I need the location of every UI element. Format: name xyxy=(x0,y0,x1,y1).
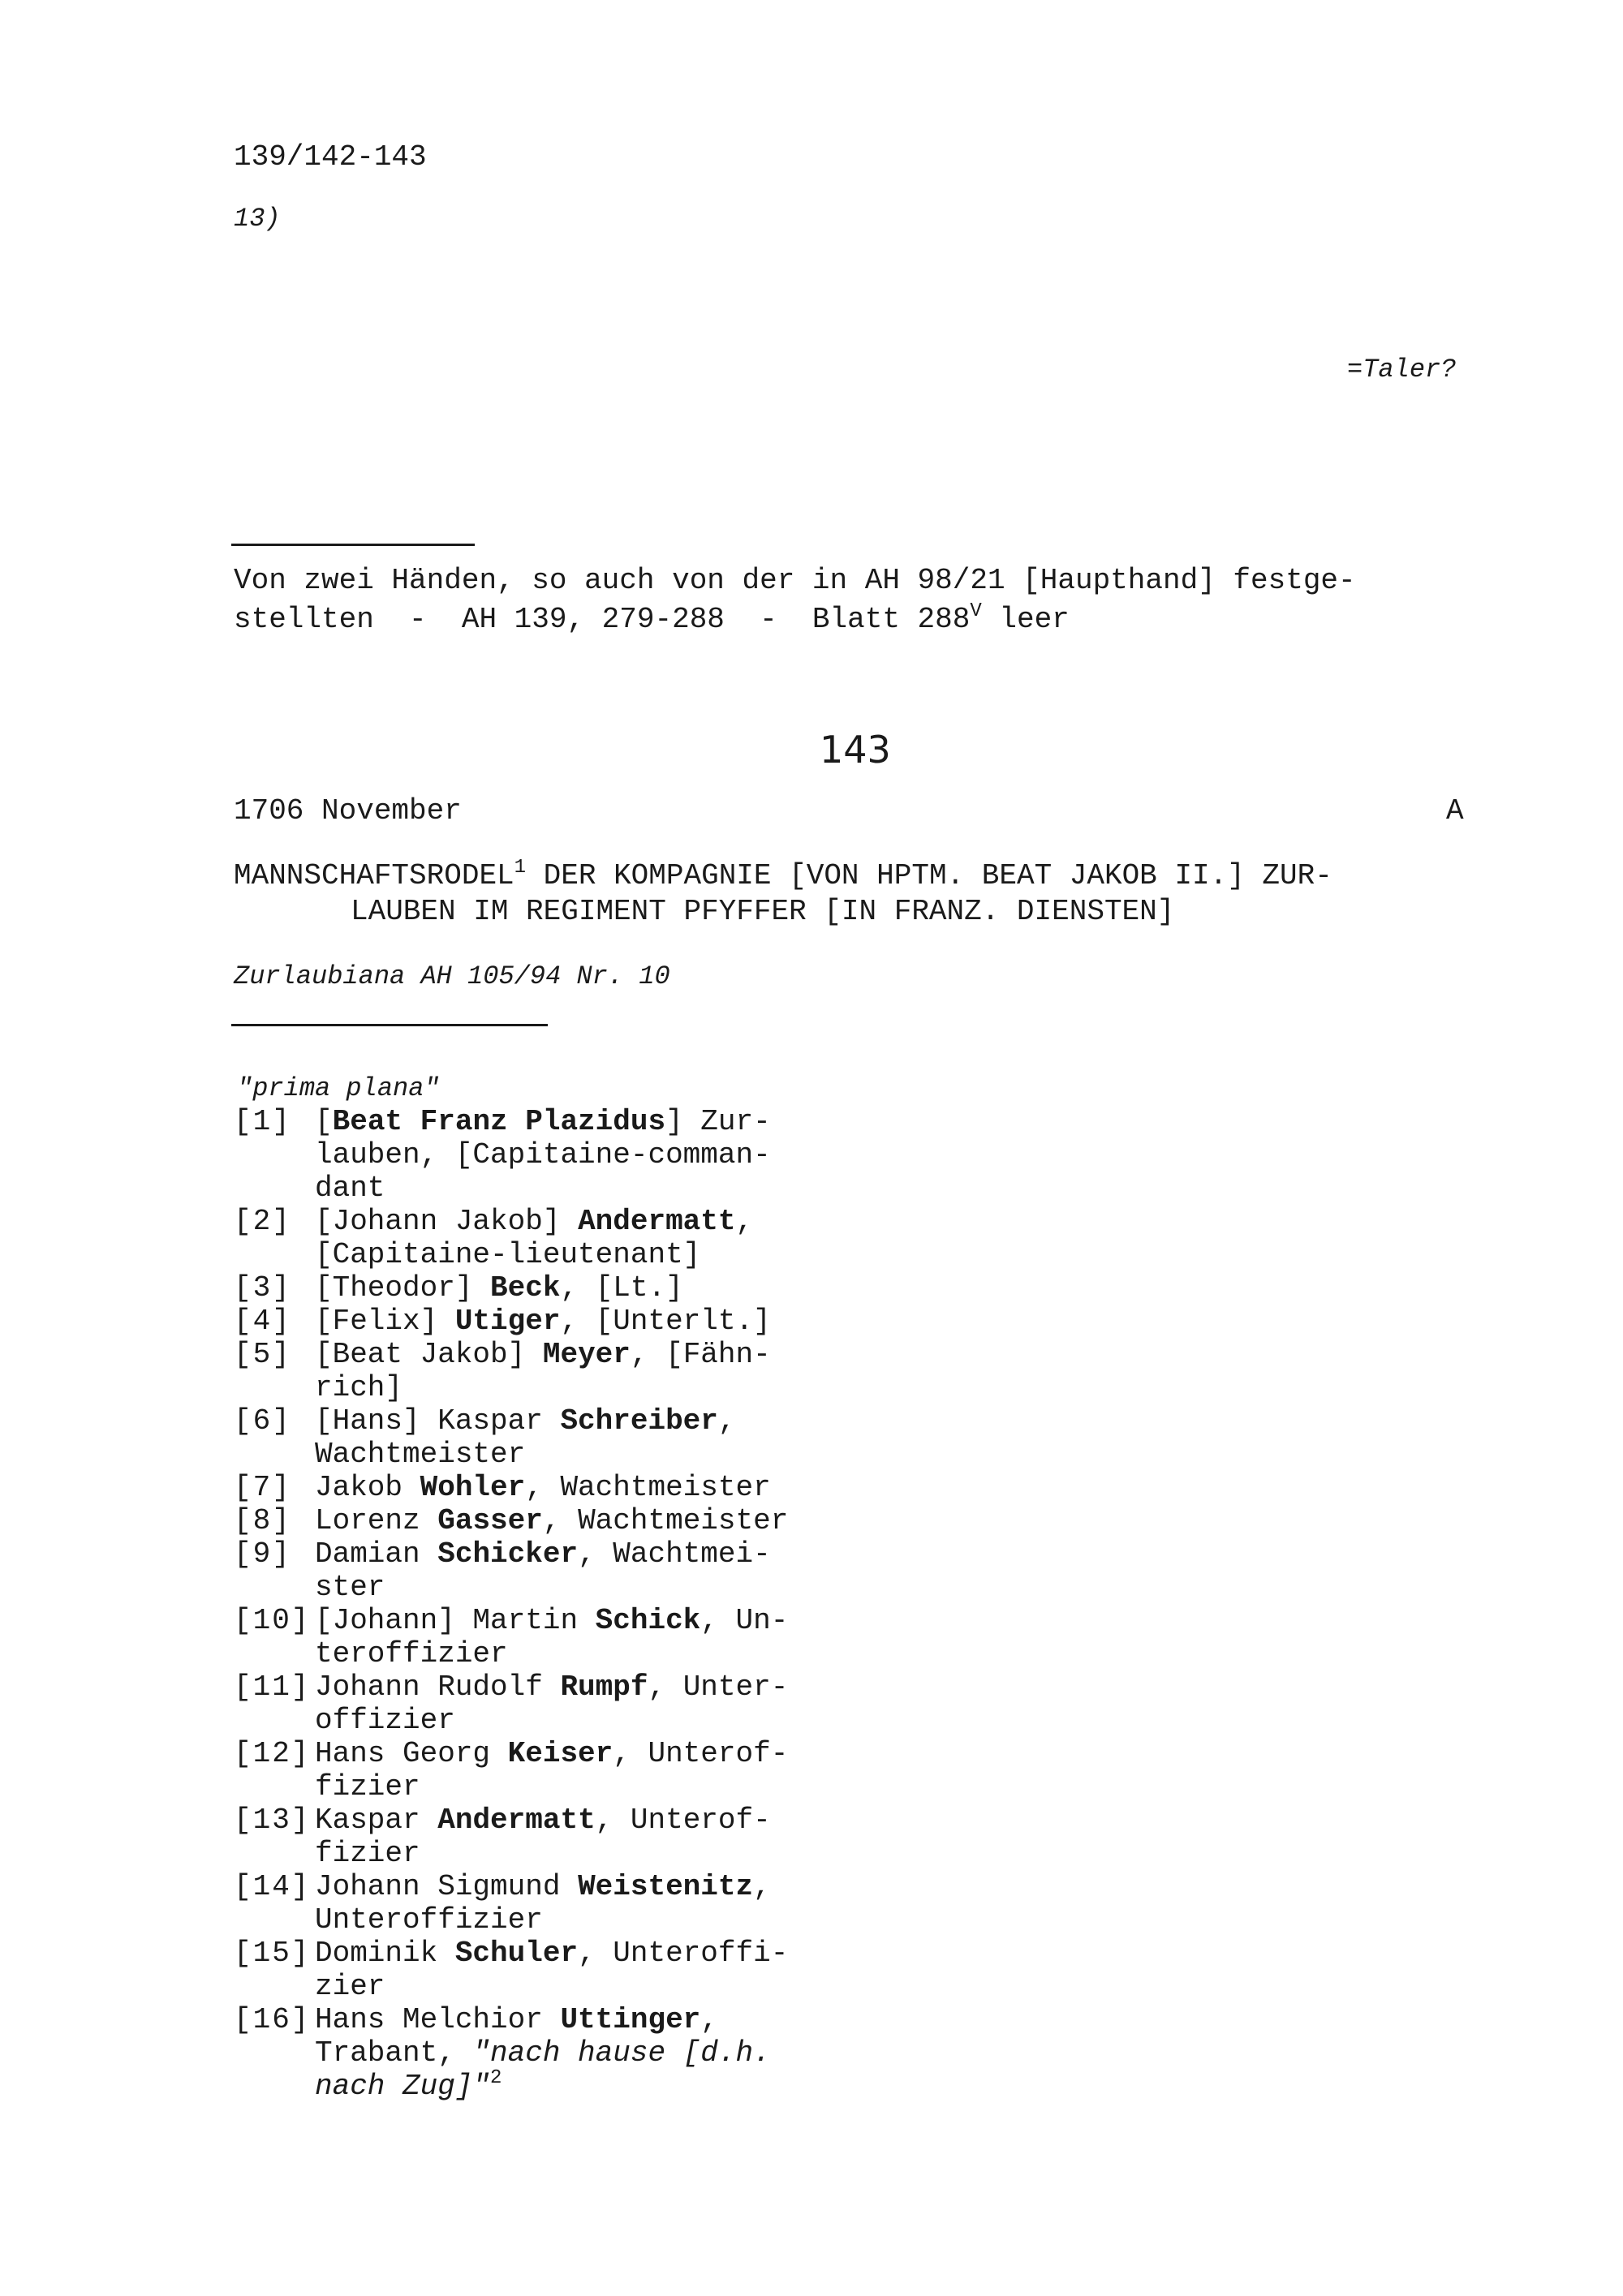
entry-text xyxy=(315,1404,850,1471)
note-number: 13) xyxy=(234,204,281,234)
entry-suffix: , Unterof- fizier xyxy=(315,1804,771,1870)
roster-entry xyxy=(234,1870,850,1937)
roster-entry xyxy=(234,1305,850,1338)
roster-entry xyxy=(234,1504,850,1537)
entry-surname: Keiser xyxy=(507,1737,613,1770)
roster-entry xyxy=(234,1105,850,1205)
entry-number: [13] xyxy=(234,1804,311,1837)
entry-suffix: , Wachtmeister xyxy=(525,1471,771,1504)
roster-entry xyxy=(234,2003,850,2103)
entry-prefix: [Theodor] xyxy=(315,1271,491,1305)
entry-prefix: Kaspar xyxy=(315,1804,438,1837)
classification-letter: A xyxy=(1446,794,1464,828)
entry-number: [11] xyxy=(234,1670,311,1704)
roster-entry xyxy=(234,1804,850,1870)
entry-suffix: , Wachtmeister xyxy=(542,1504,789,1537)
entry-surname: Schick xyxy=(595,1604,701,1637)
entry-text xyxy=(315,1870,850,1937)
section-divider xyxy=(231,1024,548,1026)
entry-surname: Weistenitz xyxy=(578,1870,754,1903)
entry-suffix: , Wachtmeister xyxy=(315,1404,736,1471)
top-reference: 139/142-143 xyxy=(234,140,427,174)
entry-text xyxy=(315,1804,850,1870)
entry-prefix: Hans Georg xyxy=(315,1737,508,1770)
roster-entry xyxy=(234,1205,850,1271)
entry-suffix: , Wachtmei- ster xyxy=(315,1537,771,1604)
entry-text xyxy=(315,2003,850,2103)
footnote-text-end: leer xyxy=(981,603,1070,636)
entry-text xyxy=(315,1305,850,1338)
title-line-1 xyxy=(234,857,1332,896)
entry-number: [1] xyxy=(234,1105,291,1138)
entry-suffix: , [Lt.] xyxy=(560,1271,683,1305)
entry-text xyxy=(315,1504,850,1537)
entry-prefix: Johann Rudolf xyxy=(315,1670,561,1704)
entry-prefix: [Beat Jakob] xyxy=(315,1338,543,1371)
title-line-2: LAUBEN IM REGIMENT PFYFFER [IN FRANZ. DIENSTEN] xyxy=(351,895,1175,928)
entry-number: [6] xyxy=(234,1404,291,1438)
entry-suffix: , Trabant, xyxy=(315,2003,718,2070)
footnote-line-2 xyxy=(234,600,1070,639)
entry-surname: Gasser xyxy=(437,1504,543,1537)
roster-entry xyxy=(234,1937,850,2003)
entry-number: [3] xyxy=(234,1271,291,1305)
roster-entry xyxy=(234,1404,850,1471)
entry-prefix: [Johann Jakob] xyxy=(315,1205,579,1238)
entry-text xyxy=(315,1537,850,1604)
entry-prefix: [Felix] xyxy=(315,1305,455,1338)
roster-entry xyxy=(234,1670,850,1737)
entry-surname: Schicker xyxy=(437,1537,579,1571)
entry-surname: Wohler xyxy=(420,1471,526,1504)
source-citation: Zurlaubiana AH 105/94 Nr. 10 xyxy=(234,961,670,991)
title-text: MANNSCHAFTSRODEL xyxy=(234,859,514,892)
title-footnote-mark: 1 xyxy=(514,857,527,879)
entry-text xyxy=(315,1604,850,1670)
entry-number: [8] xyxy=(234,1504,291,1537)
entry-suffix: , Un- teroffizier xyxy=(315,1604,789,1670)
roster-entry xyxy=(234,1271,850,1305)
entry-prefix: [ xyxy=(315,1105,333,1138)
entry-prefix: [Hans] Kaspar xyxy=(315,1404,561,1438)
entry-number: [10] xyxy=(234,1604,311,1637)
entry-surname: Andermatt xyxy=(578,1205,736,1238)
entry-suffix: , Unterof- fizier xyxy=(315,1737,789,1804)
entry-text xyxy=(315,1338,850,1404)
entry-text xyxy=(315,1737,850,1804)
entry-suffix: , Unteroffizier xyxy=(315,1870,771,1937)
entry-number: [5] xyxy=(234,1338,291,1371)
footnote-divider xyxy=(231,544,475,546)
entry-prefix: Jakob xyxy=(315,1471,420,1504)
entry-surname: Schreiber xyxy=(560,1404,718,1438)
entry-prefix: Dominik xyxy=(315,1937,455,1970)
entry-prefix: Hans Melchior xyxy=(315,2003,561,2036)
entry-prefix: Lorenz xyxy=(315,1504,438,1537)
entry-footnote-mark: 2 xyxy=(490,2067,502,2089)
entry-number: [14] xyxy=(234,1870,311,1903)
entry-number: [15] xyxy=(234,1937,311,1970)
roster-entry xyxy=(234,1338,850,1404)
entry-number: [2] xyxy=(234,1205,291,1238)
footnote-line-1: Von zwei Händen, so auch von der in AH 98/21 [Haupthand] festge- xyxy=(234,564,1356,597)
entry-suffix: , [Capitaine-lieutenant] xyxy=(315,1205,754,1271)
entry-text xyxy=(315,1271,850,1305)
entry-surname: Beat Franz Plazidus xyxy=(332,1105,666,1138)
title-text-continued: DER KOMPAGNIE [VON HPTM. BEAT JAKOB II.] ZUR- xyxy=(526,859,1332,892)
document-date: 1706 November xyxy=(234,794,462,828)
entry-surname: Andermatt xyxy=(437,1804,596,1837)
entry-prefix: [Johann] Martin xyxy=(315,1604,596,1637)
entry-surname: Meyer xyxy=(542,1338,631,1371)
entry-suffix: , Unteroffi- zier xyxy=(315,1937,789,2003)
entry-number: [4] xyxy=(234,1305,291,1338)
roster-entry xyxy=(234,1471,850,1504)
entry-prefix: Johann Sigmund xyxy=(315,1870,579,1903)
entry-number: [9] xyxy=(234,1537,291,1571)
entry-remark: "nach hause [d.h. nach Zug]" xyxy=(315,2036,771,2103)
entry-suffix: ] Zur- lauben, [Capitaine-comman- dant xyxy=(315,1105,771,1205)
entry-suffix: , [Fähn- rich] xyxy=(315,1338,771,1404)
footnote-text: stellten - AH 139, 279-288 - Blatt 288 xyxy=(234,603,971,636)
entry-suffix: , [Unterlt.] xyxy=(560,1305,771,1338)
entry-surname: Uttinger xyxy=(560,2003,701,2036)
entry-text xyxy=(315,1105,850,1205)
roster-entry xyxy=(234,1737,850,1804)
roster-entry xyxy=(234,1537,850,1604)
entry-surname: Utiger xyxy=(454,1305,561,1338)
entry-surname: Beck xyxy=(490,1271,561,1305)
entry-number: [12] xyxy=(234,1737,311,1770)
roster-entry xyxy=(234,1604,850,1670)
entry-prefix: Damian xyxy=(315,1537,438,1571)
footnote-superscript: V xyxy=(970,600,982,622)
entry-text xyxy=(315,1670,850,1737)
entry-number: [7] xyxy=(234,1471,291,1504)
entry-text xyxy=(315,1937,850,2003)
entry-surname: Rumpf xyxy=(560,1670,648,1704)
entry-suffix: , Unter- offizier xyxy=(315,1670,789,1737)
entry-surname: Schuler xyxy=(454,1937,579,1970)
entry-number: [16] xyxy=(234,2003,311,2036)
section-heading: "prima plana" xyxy=(237,1073,440,1103)
marginal-note: =Taler? xyxy=(1347,355,1457,385)
roster-list xyxy=(234,1105,850,2103)
document-number: 143 xyxy=(820,728,891,772)
entry-text xyxy=(315,1205,850,1271)
entry-text xyxy=(315,1471,850,1504)
